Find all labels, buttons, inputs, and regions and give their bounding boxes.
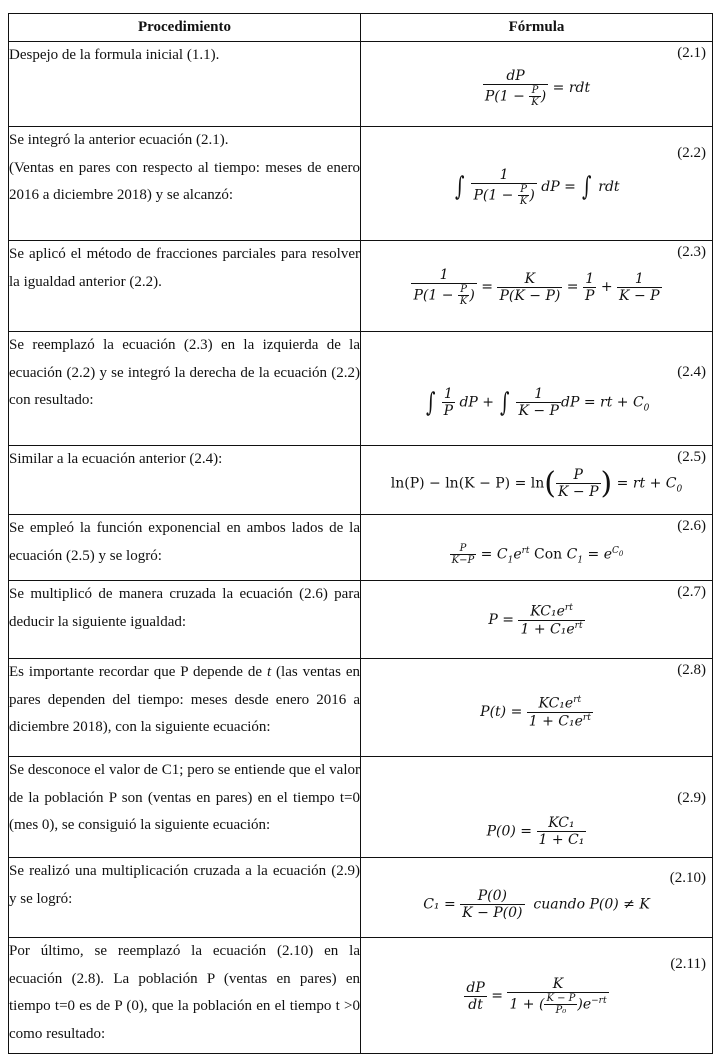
den-part: )	[469, 287, 475, 304]
frac-numerator: dP	[466, 979, 485, 996]
frac-denominator: K	[531, 97, 539, 108]
table-row	[9, 42, 713, 127]
frac-numerator: P	[556, 467, 601, 484]
superscript: rt	[582, 712, 591, 723]
equals: =	[491, 988, 503, 1004]
frac-numerator: 1	[617, 271, 662, 288]
subscript: 1	[507, 555, 514, 566]
procedure-part: Es importante recordar que P depende de	[9, 664, 267, 680]
superscript: −rt	[591, 995, 607, 1006]
formula-part: = e	[587, 546, 612, 563]
equation-number: (2.2)	[677, 145, 706, 161]
frac-numerator: K	[497, 271, 562, 288]
frac-denominator: K−P	[451, 555, 475, 566]
procedure-text	[9, 127, 361, 241]
frac-numerator: K	[507, 976, 608, 993]
equation-number: (2.7)	[677, 584, 706, 600]
formula-cell	[361, 515, 713, 581]
left-paren: (	[544, 466, 556, 501]
procedure-part: (las ventas en pares dependen del tiempo: meses desde enero 2016 a diciembre 2018), con la siguiente ecuación:	[9, 664, 360, 735]
integral-symbol: ∫	[500, 387, 510, 418]
frac-numerator: 1	[471, 167, 536, 184]
subscript: 0	[618, 549, 624, 558]
superscript: rt	[574, 620, 583, 631]
frac-denominator: K − P(0)	[462, 905, 523, 921]
frac-denominator	[471, 184, 536, 207]
table-row	[9, 127, 713, 241]
frac-denominator: P	[584, 287, 595, 304]
table-row	[9, 241, 713, 332]
integral-symbol: ∫	[455, 172, 465, 202]
frac-denominator: K − P	[619, 287, 660, 304]
formula-cell	[361, 42, 713, 127]
procedure-text: Se multiplicó de manera cruzada la ecuación (2.6) para deducir la siguiente igualdad:	[9, 581, 361, 659]
equation-number: (2.8)	[677, 662, 706, 678]
table-row	[9, 446, 713, 515]
frac-numerator: P(0)	[460, 888, 524, 905]
procedure-text: Se desconoce el valor de C1; pero se entiende que el valor de la población P son (ventas en pares) en el tiempo t=0 (mes 0), se consiguió la siguiente ecuación:	[9, 757, 361, 858]
subscript: 0	[676, 484, 683, 495]
formula-cell	[361, 332, 713, 446]
frac-denominator: 1 + C₁	[538, 832, 585, 848]
table-row	[9, 515, 713, 581]
table-row	[9, 858, 713, 938]
frac-denominator: 1 + C₁e	[520, 621, 575, 638]
formula	[361, 976, 712, 1016]
frac-denominator: K	[519, 196, 528, 207]
den-part: 1 + (	[509, 996, 545, 1013]
den-part: )e	[577, 996, 592, 1013]
frac-numerator: KC₁e	[530, 603, 565, 620]
superscript: C	[611, 545, 619, 556]
procedure-line: (Ventas en pares con respecto al tiempo: meses de enero 2016 a diciembre 2018) y se alcanzó:	[9, 159, 360, 203]
superscript: rt	[521, 545, 530, 556]
formula-cell	[361, 581, 713, 659]
formula-part: dP = rt + C	[560, 394, 644, 411]
frac-denominator: P(K − P)	[499, 287, 561, 304]
superscript: rt	[573, 695, 582, 705]
table-row	[9, 332, 713, 446]
frac-numerator: P	[458, 284, 469, 296]
equals: =	[566, 279, 579, 295]
frac-denominator	[411, 284, 476, 307]
den-part: P(1 −	[413, 287, 458, 304]
frac-denominator: P₀	[555, 1005, 567, 1016]
formula-part: P(t) =	[480, 704, 523, 721]
frac-denominator: K − P	[557, 484, 599, 500]
formula-cell	[361, 858, 713, 938]
table-row	[9, 757, 713, 858]
formula-part: P(0) =	[486, 823, 533, 840]
formula	[361, 68, 712, 108]
header-formula: Fórmula	[361, 14, 713, 42]
formula-cell	[361, 446, 713, 515]
procedure-text: Se realizó una multiplicación cruzada a la ecuación (2.9) y se logró:	[9, 858, 361, 938]
frac-numerator: P	[518, 184, 529, 196]
formula-part: C	[566, 546, 578, 563]
integral-symbol: ∫	[582, 172, 592, 202]
frac-numerator: 1	[411, 267, 476, 284]
den-part: )	[540, 88, 547, 105]
frac-numerator: P	[450, 543, 477, 555]
den-part: P(1 −	[484, 88, 530, 105]
procedure-text: Se reemplazó la ecuación (2.3) en la izquierda de la ecuación (2.2) y se integró la derecha de la ecuación (2.2) con resultado:	[9, 332, 361, 446]
rhs: = rdt	[552, 80, 591, 96]
equation-number: (2.11)	[670, 956, 706, 972]
table-row	[9, 659, 713, 757]
rhs: = rt + C	[616, 475, 677, 492]
formula-cell	[361, 241, 713, 332]
plus: +	[600, 279, 613, 295]
formula	[361, 167, 712, 207]
table-row	[9, 938, 713, 1054]
equation-number: (2.10)	[669, 870, 706, 886]
equation-number: (2.4)	[677, 364, 706, 380]
formula	[361, 888, 712, 921]
procedure-text: Similar a la ecuación anterior (2.4):	[9, 446, 361, 515]
frac-denominator: P	[443, 403, 453, 419]
formula	[361, 267, 712, 307]
formula-part: Con	[533, 546, 563, 563]
procedure-part-italic: t	[266, 664, 272, 680]
den-part: P(1 −	[473, 187, 518, 204]
right-paren: )	[600, 466, 613, 501]
formula-table	[8, 13, 713, 1054]
frac-numerator: 1	[583, 271, 596, 288]
rhs: rdt	[598, 179, 620, 195]
equation-number: (2.3)	[677, 244, 706, 260]
formula-part: P =	[488, 612, 515, 629]
frac-denominator: 1 + C₁e	[528, 713, 583, 730]
frac-numerator: KC₁e	[538, 695, 574, 712]
frac-denominator: K − P	[518, 403, 559, 419]
formula-part: = C	[480, 546, 508, 563]
formula-part: C₁ =	[423, 896, 456, 913]
formula-part: ln(P) − ln(K − P) = ln	[390, 475, 545, 492]
equation-number: (2.6)	[677, 518, 706, 534]
subscript: 1	[577, 555, 584, 566]
equation-number: (2.1)	[677, 45, 706, 61]
integral-symbol: ∫	[425, 387, 436, 418]
formula-cell	[361, 127, 713, 241]
formula	[361, 543, 712, 566]
table-row	[9, 581, 713, 659]
frac-numerator: 1	[442, 386, 455, 403]
formula-cell	[361, 659, 713, 757]
frac-numerator: dP	[483, 68, 548, 85]
frac-denominator	[483, 85, 548, 108]
frac-numerator: KC₁	[537, 815, 587, 832]
procedure-text	[9, 659, 361, 757]
procedure-text: Despejo de la formula inicial (1.1).	[9, 42, 361, 127]
procedure-line: Se integró la anterior ecuación (2.1).	[9, 132, 229, 148]
formula-part: dP +	[459, 394, 495, 411]
frac-numerator: P	[529, 85, 540, 97]
formula	[361, 695, 712, 729]
formula	[361, 815, 712, 848]
header-procedimiento: Procedimiento	[9, 14, 361, 42]
equals: =	[481, 279, 494, 295]
procedure-text: Por último, se reemplazó la ecuación (2.10) en la ecuación (2.8). La población P (ventas en pares) en tiempo t=0 es de P (0), que la población en el tiempo t >0 como resultado:	[9, 938, 361, 1054]
condition: cuando P(0) ≠ K	[533, 896, 650, 913]
procedure-text: Se empleó la función exponencial en ambos lados de la ecuación (2.5) y se logró:	[9, 515, 361, 581]
frac-denominator	[507, 993, 608, 1016]
frac-numerator: 1	[516, 386, 561, 403]
formula	[361, 603, 712, 637]
equation-number: (2.9)	[677, 790, 706, 806]
formula-cell	[361, 938, 713, 1054]
equation-number: (2.5)	[677, 449, 706, 465]
formula-cell	[361, 757, 713, 858]
den-part: )	[529, 187, 535, 204]
mid: dP =	[541, 179, 576, 195]
formula-part: e	[513, 546, 522, 563]
frac-denominator: K	[459, 296, 468, 307]
formula	[361, 386, 712, 419]
header-row	[9, 14, 713, 42]
procedure-text: Se aplicó el método de fracciones parciales para resolver la igualdad anterior (2.2).	[9, 241, 361, 332]
frac-numerator: K − P	[546, 993, 576, 1004]
subscript: 0	[643, 403, 650, 414]
formula	[361, 466, 712, 501]
frac-denominator: dt	[468, 996, 483, 1013]
superscript: rt	[564, 603, 573, 613]
